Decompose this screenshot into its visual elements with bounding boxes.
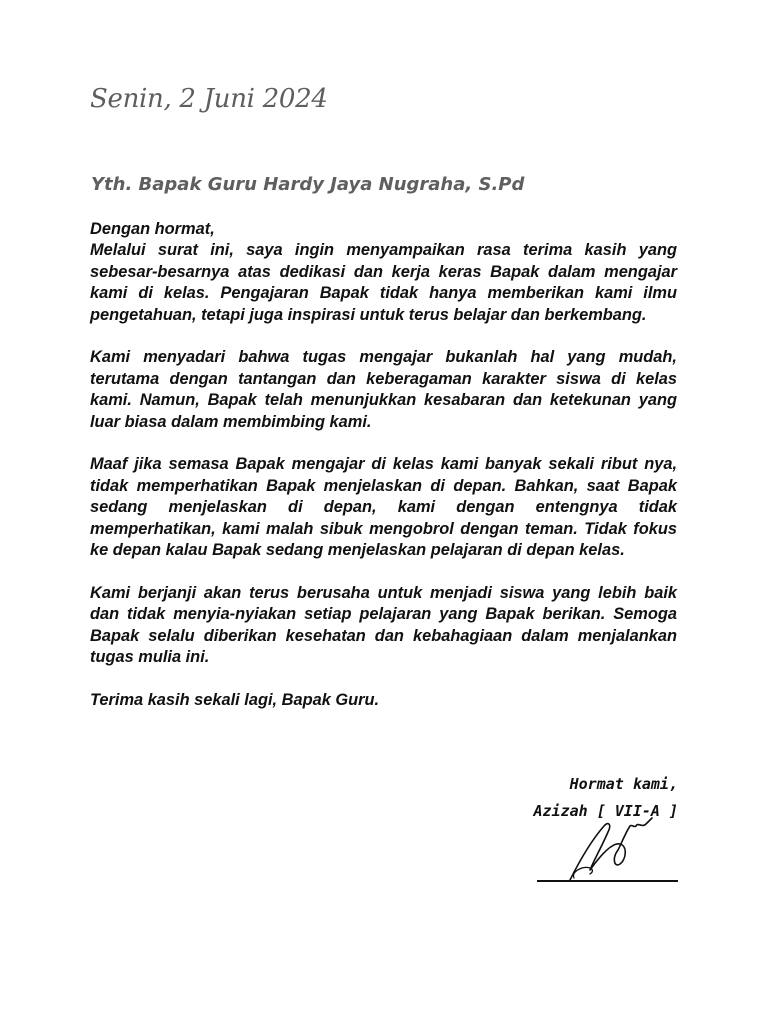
body-paragraph-3: Maaf jika semasa Bapak mengajar di kelas kami banyak sekali ribut nya, tidak memperhatikan Bapak menjelaskan di depan. Bahkan, saat Bapak sedang menjelaskan di depan, kami dengan entengnya tidak memperhatikan, kami malah sibuk mengobrol dengan teman. Tidak fokus ke depan kalau Bapak sedang menjelaskan pelajaran di depan kelas. bbox=[90, 455, 677, 560]
handwritten-signature-icon bbox=[560, 812, 670, 884]
greeting: Dengan hormat, bbox=[90, 220, 215, 238]
letter-addressee: Yth. Bapak Guru Hardy Jaya Nugraha, S.Pd bbox=[91, 174, 525, 195]
letter-date: Senin, 2 Juni 2024 bbox=[90, 84, 328, 114]
body-paragraph-2: Kami menyadari bahwa tugas mengajar bukanlah hal yang mudah, terutama dengan tantangan dan keberagaman karakter siswa di kelas kami. Namun, Bapak telah menunjukkan kesabaran dan ketekunan yang luar biasa dalam membimbing kami. bbox=[90, 348, 677, 431]
body-paragraph-4: Kami berjanji akan terus berusaha untuk menjadi siswa yang lebih baik dan tidak menyia-nyiakan setiap pelajaran yang Bapak berikan. Semoga Bapak selalu diberikan kesehatan dan kebahagiaan dalam menjalankan tugas mulia ini. bbox=[90, 583, 677, 667]
signature-line bbox=[537, 880, 678, 882]
sender-name: Azizah [ VII-A ] bbox=[533, 802, 678, 820]
letter-body bbox=[90, 219, 677, 733]
closing-salutation: Hormat kami, bbox=[569, 775, 678, 793]
body-paragraph-1: Melalui surat ini, saya ingin menyampaikan rasa terima kasih yang sebesar-besarnya atas dedikasi dan kerja keras Bapak dalam mengajar kami di kelas. Pengajaran Bapak tidak hanya memberikan kami ilmu pengetahuan, tetapi juga inspirasi untuk terus belajar dan berkembang. bbox=[90, 241, 677, 324]
thanks-line: Terima kasih sekali lagi, Bapak Guru. bbox=[90, 690, 380, 709]
